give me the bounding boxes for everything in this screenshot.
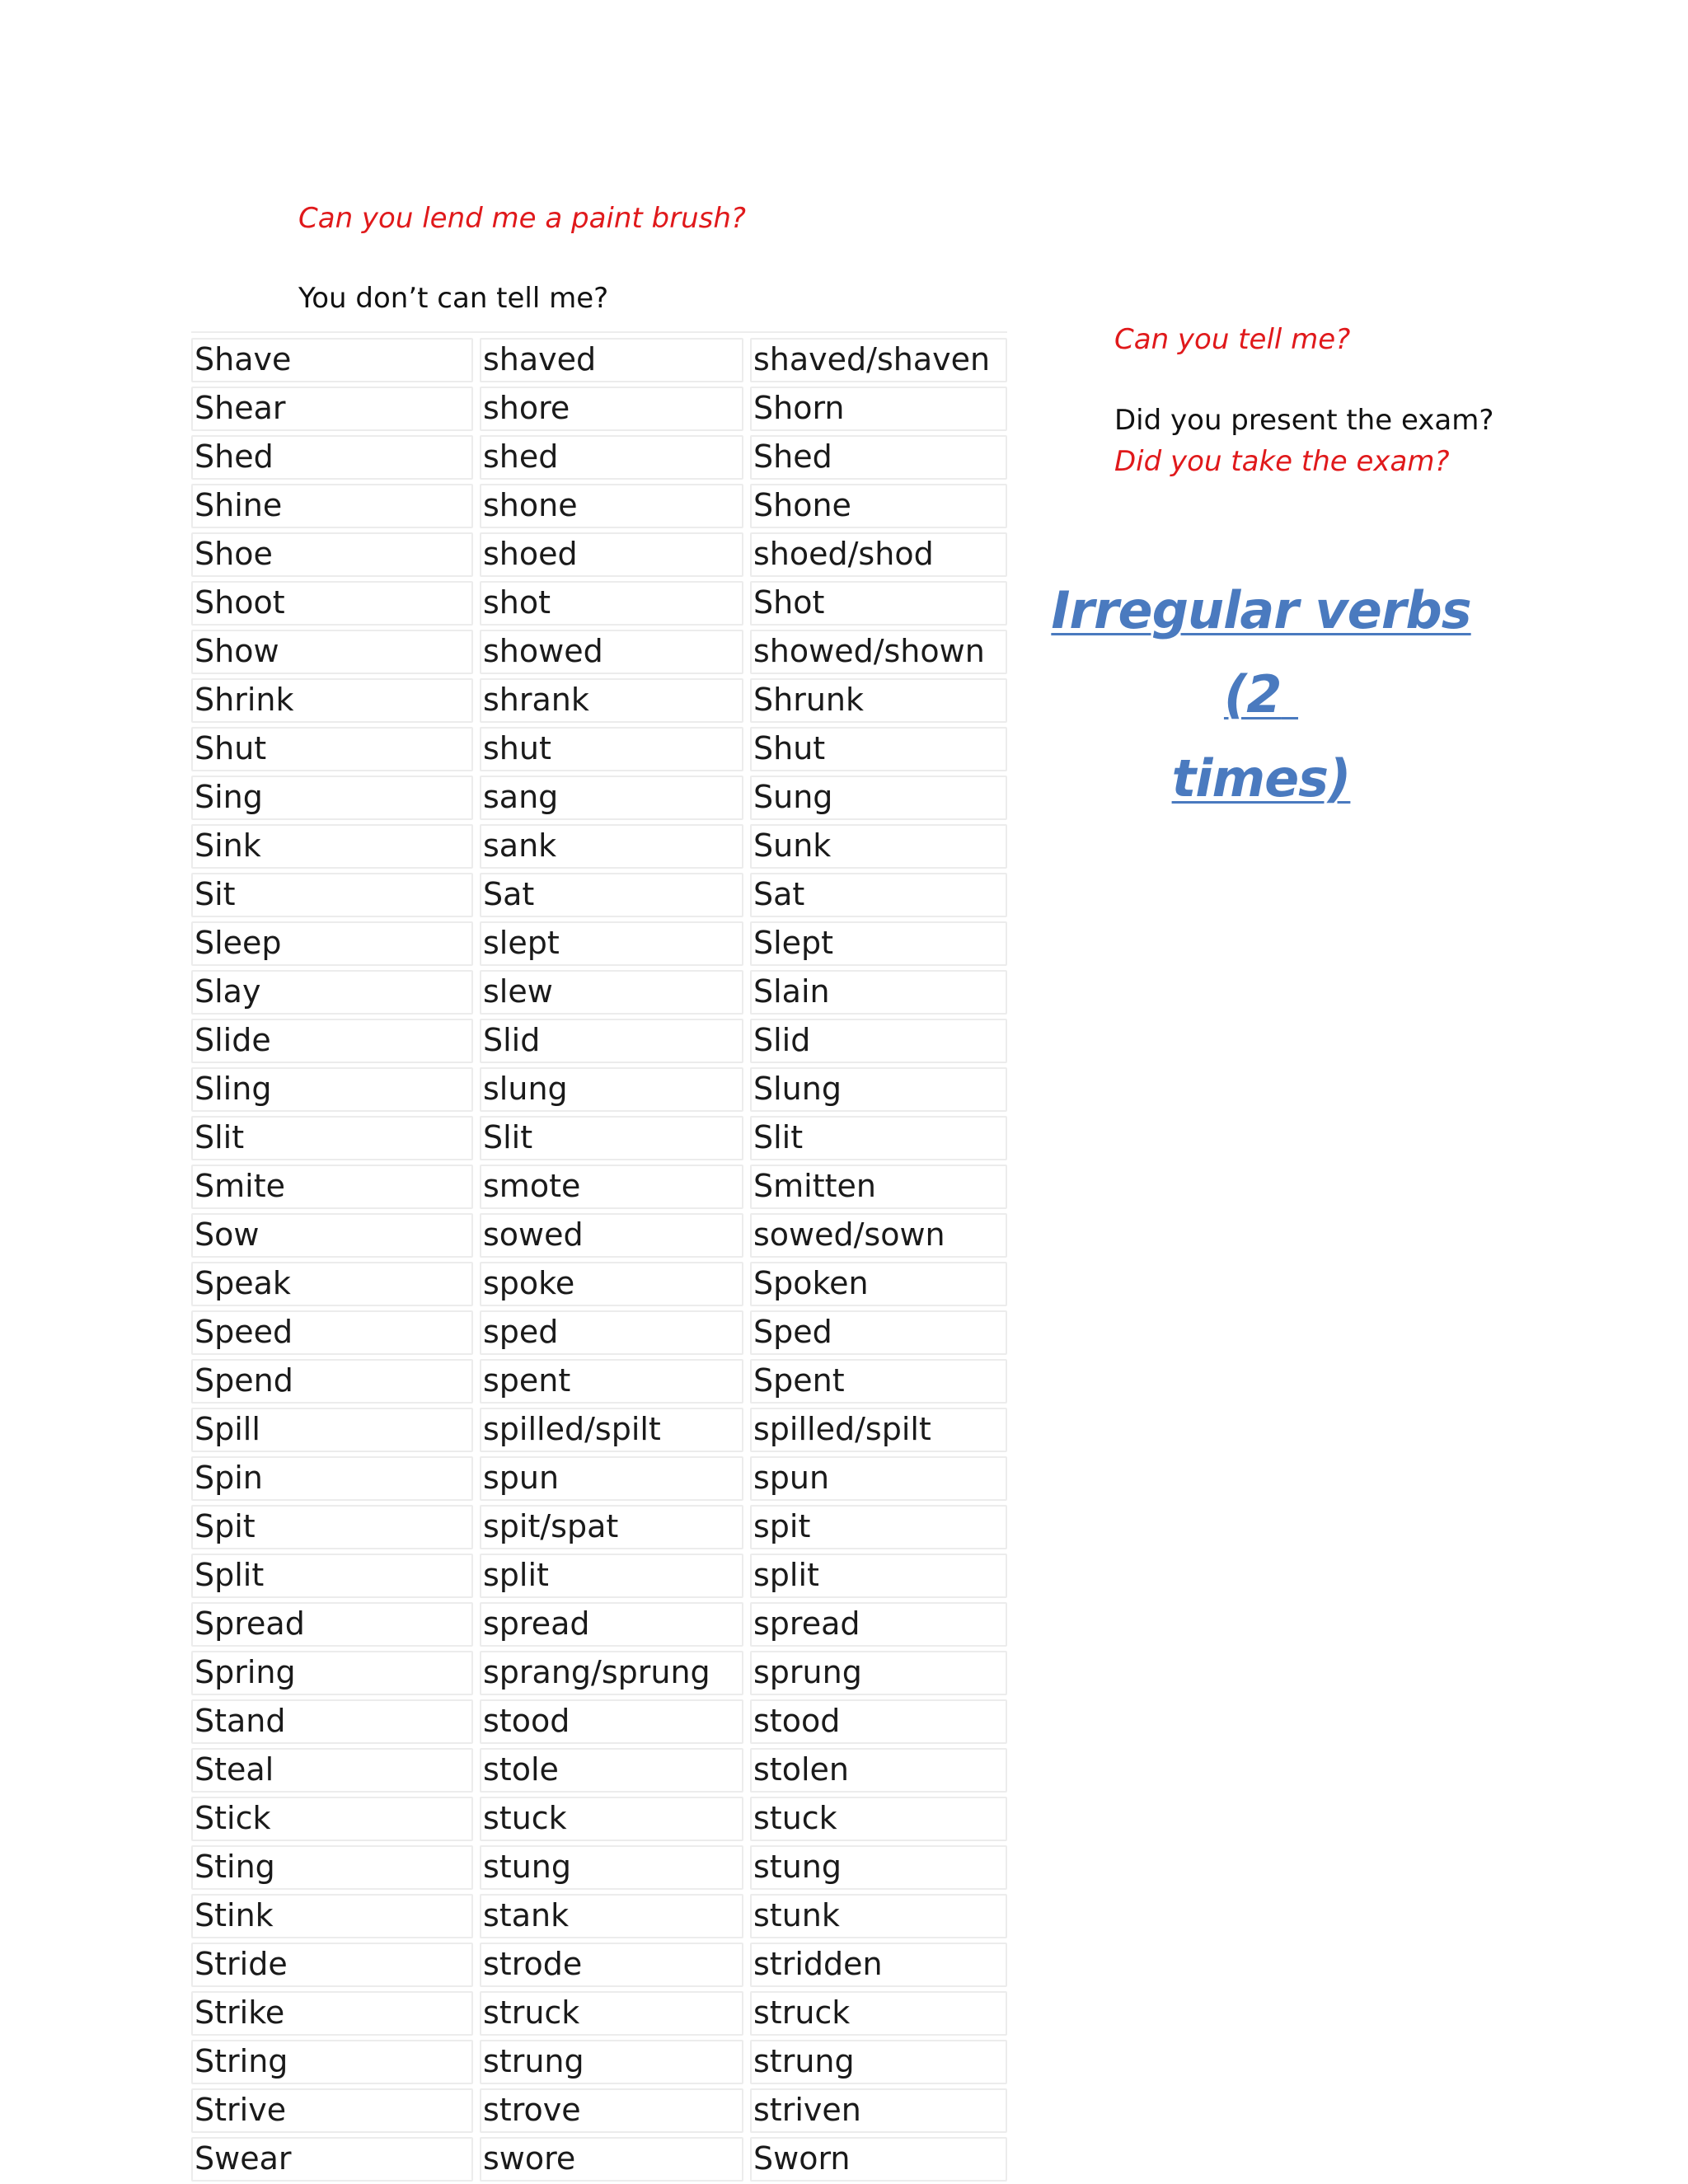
note-take-exam: Did you take the exam? [1114, 445, 1450, 478]
table-row [191, 1941, 1007, 1990]
cell-past-simple: spilled/spilt [480, 1408, 743, 1452]
table-row [191, 774, 1007, 823]
cell-past-participle: Sung [750, 776, 1007, 820]
cell-base-form: Sit [191, 873, 473, 917]
cell-base-form: Slay [191, 970, 473, 1015]
note-present-exam: Did you present the exam? [1114, 404, 1494, 437]
cell-base-form: Sleep [191, 921, 473, 966]
table-row [191, 1795, 1007, 1844]
table-row [191, 1163, 1007, 1212]
cell-past-participle: stolen [750, 1748, 1007, 1793]
cell-base-form: Shoe [191, 532, 473, 577]
table-row [191, 1698, 1007, 1746]
cell-base-form: Slide [191, 1019, 473, 1063]
table-row [191, 1357, 1007, 1406]
cell-past-simple: Slit [480, 1116, 743, 1160]
cell-past-participle: stung [750, 1845, 1007, 1890]
table-row [191, 1503, 1007, 1552]
cell-base-form: Spit [191, 1505, 473, 1549]
cell-past-participle: Smitten [750, 1165, 1007, 1209]
table-row [191, 1406, 1007, 1455]
cell-base-form: Shed [191, 435, 473, 480]
cell-past-simple: spread [480, 1602, 743, 1647]
cell-past-participle: sprung [750, 1651, 1007, 1695]
cell-past-participle: Sped [750, 1310, 1007, 1355]
table-row [191, 1017, 1007, 1066]
cell-base-form: Shine [191, 484, 473, 528]
table-row [191, 920, 1007, 968]
cell-past-simple: spun [480, 1456, 743, 1501]
heading-line-2: times) [1171, 748, 1351, 808]
cell-past-participle: Shone [750, 484, 1007, 528]
cell-past-simple: slung [480, 1067, 743, 1112]
cell-base-form: Shave [191, 338, 473, 382]
cell-past-simple: swore [480, 2137, 743, 2182]
cell-past-participle: struck [750, 1991, 1007, 2036]
cell-base-form: Shoot [191, 581, 473, 626]
cell-past-simple: sank [480, 824, 743, 869]
note-you-dont-can-tell-me: You don’t can tell me? [298, 282, 609, 315]
cell-past-simple: sang [480, 776, 743, 820]
table-row [191, 1746, 1007, 1795]
cell-past-simple: struck [480, 1991, 743, 2036]
table-row [191, 1552, 1007, 1601]
cell-past-participle: stuck [750, 1797, 1007, 1841]
cell-past-simple: stole [480, 1748, 743, 1793]
cell-past-simple: shone [480, 484, 743, 528]
cell-past-participle: Sunk [750, 824, 1007, 869]
table-row [191, 1892, 1007, 1941]
table-row [191, 434, 1007, 482]
cell-past-simple: sowed [480, 1213, 743, 1258]
note-lend-paint-brush: Can you lend me a paint brush? [298, 202, 746, 235]
cell-base-form: Stride [191, 1943, 473, 1987]
cell-past-participle: Slain [750, 970, 1007, 1015]
cell-past-simple: strung [480, 2040, 743, 2084]
table-row [191, 677, 1007, 725]
cell-past-participle: Shut [750, 727, 1007, 771]
table-row [191, 2135, 1007, 2184]
cell-past-participle: Shrunk [750, 678, 1007, 723]
cell-past-simple: shoed [480, 532, 743, 577]
cell-past-participle: spilled/spilt [750, 1408, 1007, 1452]
cell-past-participle: shaved/shaven [750, 338, 1007, 382]
heading-line-1: Irregular verbs (2 [1051, 580, 1471, 724]
cell-base-form: Shear [191, 387, 473, 431]
cell-past-participle: spread [750, 1602, 1007, 1647]
table-row [191, 1309, 1007, 1357]
cell-past-participle: Slit [750, 1116, 1007, 1160]
cell-past-simple: spoke [480, 1262, 743, 1306]
cell-past-participle: Slept [750, 921, 1007, 966]
cell-past-participle: strung [750, 2040, 1007, 2084]
cell-base-form: Sow [191, 1213, 473, 1258]
table-row [191, 2038, 1007, 2087]
page-heading [1030, 569, 1492, 821]
table-row [191, 1649, 1007, 1698]
cell-past-simple: stuck [480, 1797, 743, 1841]
table-row [191, 1066, 1007, 1114]
table-row [191, 1990, 1007, 2038]
cell-base-form: Slit [191, 1116, 473, 1160]
cell-past-simple: stank [480, 1894, 743, 1938]
cell-past-participle: Shorn [750, 387, 1007, 431]
table-row [191, 385, 1007, 434]
cell-past-simple: sped [480, 1310, 743, 1355]
table-top-rule [191, 331, 1007, 333]
cell-past-participle: spun [750, 1456, 1007, 1501]
cell-past-simple: strove [480, 2088, 743, 2133]
table-row [191, 2087, 1007, 2135]
cell-base-form: Spread [191, 1602, 473, 1647]
table-row [191, 336, 1007, 385]
cell-base-form: Steal [191, 1748, 473, 1793]
cell-base-form: Smite [191, 1165, 473, 1209]
cell-base-form: String [191, 2040, 473, 2084]
cell-past-participle: Shed [750, 435, 1007, 480]
cell-base-form: Spend [191, 1359, 473, 1404]
cell-past-simple: showed [480, 630, 743, 674]
cell-past-participle: stood [750, 1699, 1007, 1744]
note-can-you-tell-me: Can you tell me? [1114, 323, 1351, 356]
cell-past-simple: spit/spat [480, 1505, 743, 1549]
cell-base-form: Sting [191, 1845, 473, 1890]
irregular-verbs-table [191, 336, 1007, 2184]
cell-past-simple: sprang/sprung [480, 1651, 743, 1695]
cell-past-simple: shore [480, 387, 743, 431]
cell-past-participle: stunk [750, 1894, 1007, 1938]
table-row [191, 482, 1007, 531]
cell-past-participle: spit [750, 1505, 1007, 1549]
cell-base-form: Speak [191, 1262, 473, 1306]
cell-base-form: Sling [191, 1067, 473, 1112]
cell-base-form: Strike [191, 1991, 473, 2036]
cell-base-form: Shut [191, 727, 473, 771]
cell-base-form: Split [191, 1554, 473, 1598]
cell-base-form: Sing [191, 776, 473, 820]
cell-base-form: Spin [191, 1456, 473, 1501]
cell-base-form: Strive [191, 2088, 473, 2133]
cell-past-participle: Spoken [750, 1262, 1007, 1306]
cell-past-participle: shoed/shod [750, 532, 1007, 577]
table-row [191, 1601, 1007, 1649]
table-row [191, 1212, 1007, 1260]
cell-past-simple: spent [480, 1359, 743, 1404]
cell-base-form: Stand [191, 1699, 473, 1744]
cell-past-simple: Sat [480, 873, 743, 917]
cell-past-simple: shaved [480, 338, 743, 382]
cell-base-form: Swear [191, 2137, 473, 2182]
cell-past-participle: showed/shown [750, 630, 1007, 674]
cell-past-participle: Shot [750, 581, 1007, 626]
table-row [191, 579, 1007, 628]
cell-past-simple: shrank [480, 678, 743, 723]
cell-past-participle: split [750, 1554, 1007, 1598]
table-row [191, 1844, 1007, 1892]
cell-past-participle: Sworn [750, 2137, 1007, 2182]
cell-base-form: Shrink [191, 678, 473, 723]
table-row [191, 1260, 1007, 1309]
cell-base-form: Stink [191, 1894, 473, 1938]
cell-base-form: Sink [191, 824, 473, 869]
cell-past-participle: sowed/sown [750, 1213, 1007, 1258]
cell-past-simple: slept [480, 921, 743, 966]
cell-past-simple: shut [480, 727, 743, 771]
cell-past-simple: Slid [480, 1019, 743, 1063]
cell-base-form: Stick [191, 1797, 473, 1841]
table-row [191, 628, 1007, 677]
cell-past-simple: split [480, 1554, 743, 1598]
table-row [191, 871, 1007, 920]
cell-past-simple: smote [480, 1165, 743, 1209]
cell-past-participle: striven [750, 2088, 1007, 2133]
cell-base-form: Speed [191, 1310, 473, 1355]
cell-past-participle: Sat [750, 873, 1007, 917]
cell-past-simple: shed [480, 435, 743, 480]
cell-past-participle: Slid [750, 1019, 1007, 1063]
cell-past-simple: strode [480, 1943, 743, 1987]
cell-base-form: Spring [191, 1651, 473, 1695]
cell-past-simple: slew [480, 970, 743, 1015]
cell-past-simple: stood [480, 1699, 743, 1744]
cell-past-participle: Slung [750, 1067, 1007, 1112]
table-row [191, 1455, 1007, 1503]
table-row [191, 968, 1007, 1017]
cell-base-form: Show [191, 630, 473, 674]
table-row [191, 823, 1007, 871]
table-row [191, 1114, 1007, 1163]
cell-past-participle: stridden [750, 1943, 1007, 1987]
cell-base-form: Spill [191, 1408, 473, 1452]
table-row [191, 531, 1007, 579]
cell-past-participle: Spent [750, 1359, 1007, 1404]
cell-past-simple: stung [480, 1845, 743, 1890]
table-row [191, 725, 1007, 774]
cell-past-simple: shot [480, 581, 743, 626]
